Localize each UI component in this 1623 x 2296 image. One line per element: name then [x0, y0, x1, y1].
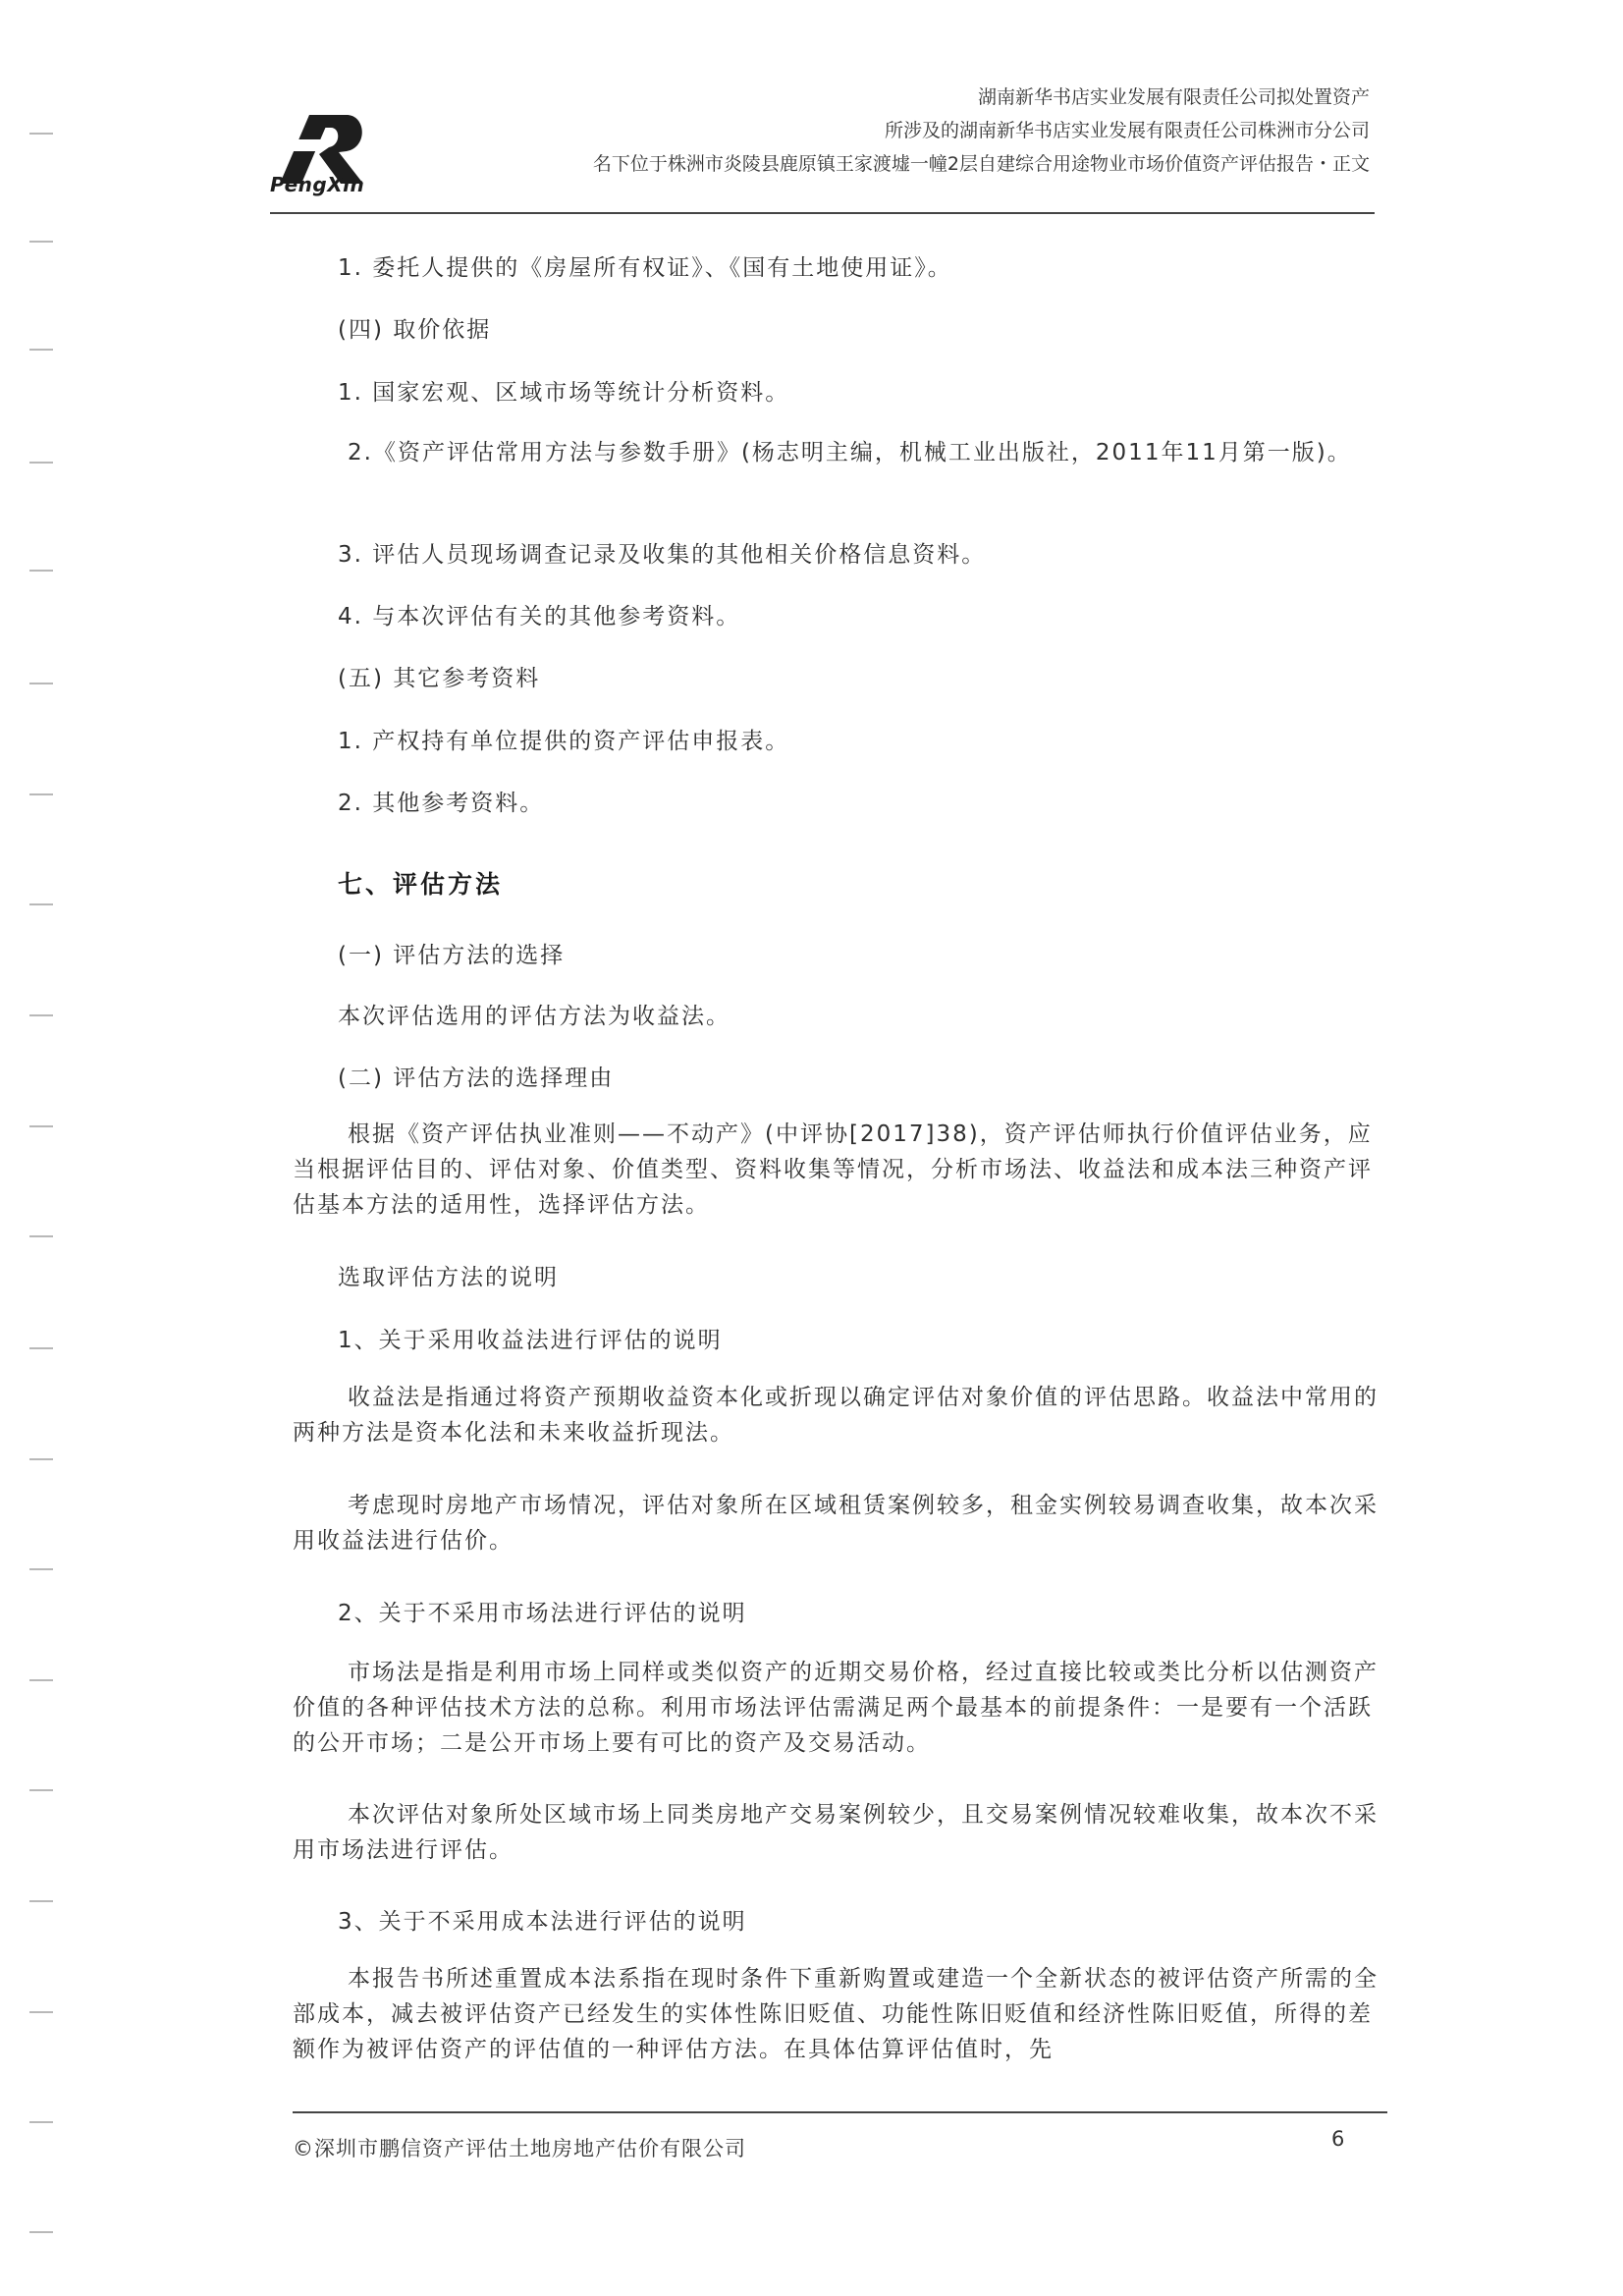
page-header: [270, 81, 1370, 210]
paragraph: 1. 委托人提供的《房屋所有权证》、《国有土地使用证》。: [338, 255, 952, 281]
paragraph: 2.《资产评估常用方法与参数手册》(杨志明主编，机械工业出版社，2011年11月第一版)。: [348, 440, 1352, 465]
subsection-heading: (四) 取价依据: [338, 317, 492, 343]
paragraph: 2、关于不采用市场法进行评估的说明: [338, 1601, 747, 1626]
header-line-3: 名下位于株洲市炎陵县鹿原镇王家渡墟一幢2层自建综合用途物业市场价值资产评估报告・正文: [592, 153, 1370, 175]
header-title: [593, 81, 1370, 181]
paragraph: 3. 评估人员现场调查记录及收集的其他相关价格信息资料。: [338, 542, 987, 568]
paragraph: 考虑现时房地产市场情况，评估对象所在区域租赁案例较多，租金实例较易调查收集，故本次采用收益法进行估价。: [293, 1493, 1379, 1554]
paragraph: 本次评估选用的评估方法为收益法。: [338, 1004, 730, 1029]
paragraph: 4. 与本次评估有关的其他参考资料。: [338, 604, 741, 629]
footer-divider: [293, 2111, 1387, 2113]
subsection-heading: (五) 其它参考资料: [338, 666, 541, 691]
paragraph: 市场法是指是利用市场上同样或类似资产的近期交易价格，经过直接比较或类比分析以估测资产价值的各种评估技术方法的总称。利用市场法评估需满足两个最基本的前提条件：一是要有一个活跃的公开市场；二是公开市场上要有可比的资产及交易活动。: [293, 1660, 1379, 1756]
page-number: 6: [1331, 2127, 1345, 2151]
paragraph: 1、关于采用收益法进行评估的说明: [338, 1328, 723, 1353]
paragraph: 1. 产权持有单位提供的资产评估申报表。: [338, 729, 790, 754]
logo-text: PengXin: [270, 173, 365, 196]
footer-company: ©深圳市鹏信资产评估土地房地产估价有限公司: [293, 2137, 746, 2160]
paragraph: 根据《资产评估执业准则——不动产》(中评协[2017]38)，资产评估师执行价值评估业务，应当根据评估目的、评估对象、价值类型、资料收集等情况，分析市场法、收益法和成本法三种资产评估基本方法的适用性，选择评估方法。: [293, 1121, 1373, 1218]
subsection-heading: (一) 评估方法的选择: [338, 943, 566, 968]
paragraph: 选取评估方法的说明: [338, 1265, 559, 1290]
section-heading: 七、评估方法: [338, 870, 504, 899]
header-divider: [270, 212, 1375, 214]
paragraph: 3、关于不采用成本法进行评估的说明: [338, 1909, 747, 1935]
header-line-1: 湖南新华书店实业发展有限责任公司拟处置资产: [977, 86, 1370, 108]
header-line-2: 所涉及的湖南新华书店实业发展有限责任公司株洲市分公司: [884, 120, 1370, 141]
paragraph: 2. 其他参考资料。: [338, 791, 545, 816]
paragraph: 1. 国家宏观、区域市场等统计分析资料。: [338, 380, 790, 406]
paragraph: 本报告书所述重置成本法系指在现时条件下重新购置或建造一个全新状态的被评估资产所需的全部成本，减去被评估资产已经发生的实体性陈旧贬值、功能性陈旧贬值和经济性陈旧贬值，所得的差额作为被评估资产的评估值的一种评估方法。在具体估算评估值时，先: [293, 1966, 1379, 2062]
scan-margin-marks: [29, 0, 59, 2296]
subsection-heading: (二) 评估方法的选择理由: [338, 1066, 615, 1091]
paragraph: 收益法是指通过将资产预期收益资本化或折现以确定评估对象价值的评估思路。收益法中常用的两种方法是资本化法和未来收益折现法。: [293, 1385, 1379, 1446]
paragraph: 本次评估对象所处区域市场上同类房地产交易案例较少，且交易案例情况较难收集，故本次不采用市场法进行评估。: [293, 1802, 1379, 1863]
